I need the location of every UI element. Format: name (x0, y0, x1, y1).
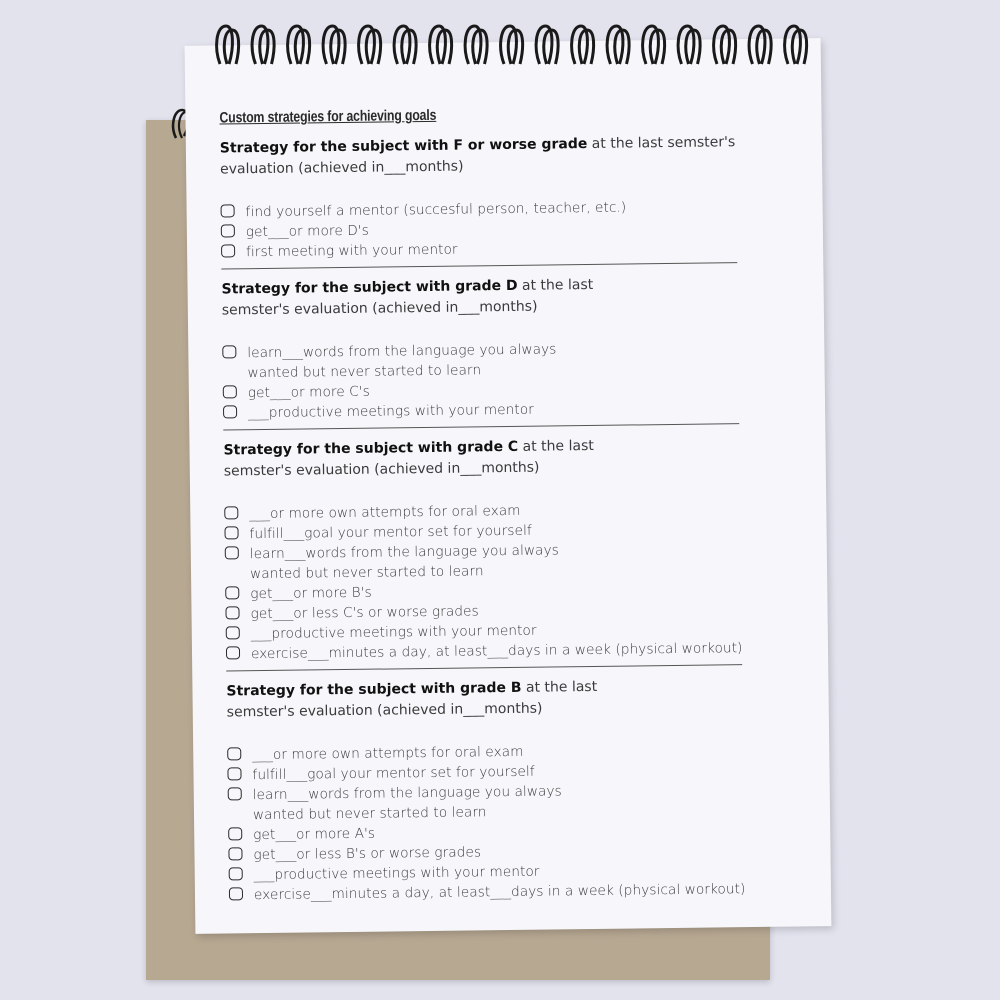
checklist-item-line1: ___productive meetings with your mentor (250, 622, 537, 643)
checklist-item-line1: ___productive meetings with your mentor (253, 863, 540, 884)
spiral-ring (288, 26, 310, 64)
checklist-item-line1: fulfill___goal your mentor set for yourself (249, 522, 532, 543)
checkbox[interactable] (227, 767, 241, 780)
checklist-item-line1: ___productive meetings with your mentor (247, 401, 535, 422)
strategy-sections (220, 131, 809, 905)
checklist-item-line2: wanted but never started to learn (247, 362, 482, 382)
strategy-heading-rest: at the last (518, 437, 594, 455)
strategy-heading-rest: at the last semster's (587, 134, 736, 153)
checkbox[interactable] (227, 747, 241, 760)
checkbox[interactable] (226, 626, 240, 639)
strategy-section (226, 674, 809, 905)
checkbox[interactable] (222, 345, 236, 358)
checklist-item-line1: get___or more A's (253, 825, 376, 844)
checklist-item-line1: get___or less B's or worse grades (253, 844, 482, 864)
checkbox[interactable] (229, 887, 243, 900)
strategy-heading-line2: semster's evaluation (achieved in___months) (223, 459, 540, 480)
spiral-ring (501, 26, 523, 64)
strategy-section (223, 433, 806, 671)
spiral-ring (643, 26, 665, 64)
strategy-heading-bold: Strategy for the subject with grade C (223, 438, 519, 459)
spiral-binding (212, 18, 812, 78)
checklist-item-line2: wanted but never started to learn (252, 804, 487, 824)
checklist-item-line1: learn___words from the language you always (252, 783, 562, 804)
spiral-ring (465, 26, 487, 64)
checkbox[interactable] (221, 224, 235, 237)
checklist-item-line1: exercise___minutes a day, at least___days in a week (physical workout) (250, 640, 743, 663)
checklist-item-text (246, 221, 369, 243)
checklist-item-line1: find yourself a mentor (succesful person, teacher, etc.) (245, 199, 627, 221)
checkbox[interactable] (225, 606, 239, 619)
checklist-item (225, 537, 805, 584)
checkbox[interactable] (221, 204, 235, 217)
checklist-item-text (250, 583, 372, 604)
spiral-ring (394, 26, 416, 64)
checklist-item-text (248, 382, 370, 403)
checkbox[interactable] (228, 787, 242, 800)
checklist-item-line1: fulfill___goal your mentor set for yourself (252, 763, 535, 784)
strategy-heading (220, 131, 800, 180)
section-divider (223, 423, 739, 430)
checkbox[interactable] (224, 526, 238, 539)
page-title: Custom strategies for achieving goals (219, 106, 437, 127)
section-divider (226, 664, 742, 671)
spiral-ring (785, 26, 807, 64)
strategy-heading (226, 674, 806, 723)
checkbox[interactable] (223, 405, 237, 418)
checklist-item-line1: learn___words from the language you always (249, 542, 559, 563)
checkbox[interactable] (228, 847, 242, 860)
checkbox[interactable] (225, 546, 239, 559)
strategy-heading-bold: Strategy for the subject with grade B (226, 679, 522, 700)
strategy-section (220, 131, 802, 269)
strategy-heading-rest: at the last (521, 678, 598, 696)
spiral-ring (714, 26, 736, 64)
checklist-item-text (250, 601, 478, 624)
strategy-section (221, 272, 803, 430)
checklist-item-text (246, 240, 458, 263)
strategy-heading-line2: semster's evaluation (achieved in___months) (221, 298, 538, 319)
checklist-item-line1: first meeting with your mentor (246, 241, 458, 261)
checklist-item-line1: exercise___minutes a day, at least___days in a week (physical workout) (253, 881, 746, 904)
checkbox[interactable] (224, 506, 238, 519)
checkbox[interactable] (226, 646, 240, 659)
strategy-heading-rest: at the last (517, 276, 594, 294)
checklist-item-text (253, 781, 563, 825)
checklist-item-line1: get___or more C's (247, 383, 370, 402)
spiral-ring (430, 26, 452, 64)
strategy-heading-bold: Strategy for the subject with grade D (221, 277, 518, 298)
strategy-heading-bold: Strategy for the subject with F or worse grade (219, 136, 588, 157)
spiral-ring (359, 26, 381, 64)
checklist-item-line1: get___or less C's or worse grades (250, 603, 479, 623)
checklist-item-line1: ___or more own attempts for oral exam (249, 502, 521, 523)
spiral-ring (572, 26, 594, 64)
checkbox[interactable] (228, 827, 242, 840)
spiral-ring (678, 26, 700, 64)
checklist-item-line1: get___or more D's (245, 222, 369, 241)
checklist-item-text (250, 540, 560, 584)
spiral-ring (217, 26, 239, 64)
checkbox[interactable] (229, 867, 243, 880)
section-divider (221, 262, 737, 269)
strategy-heading (223, 433, 803, 482)
spiral-ring (536, 26, 558, 64)
checklist-item-line1: get___or more B's (250, 584, 372, 603)
checkbox[interactable] (221, 244, 235, 257)
checklist-item-line2: wanted but never started to learn (249, 563, 484, 583)
checklist-item-text (253, 842, 481, 865)
strategy-heading-line2: evaluation (achieved in___months) (220, 158, 464, 178)
spiral-ring (252, 26, 274, 64)
checklist-item-line1: learn___words from the language you always (247, 341, 557, 362)
checklist-item-text (253, 824, 375, 845)
checklist-item (222, 336, 802, 383)
strategy-heading (221, 272, 801, 321)
notebook-page (185, 38, 832, 934)
checklist-item-text (248, 400, 534, 423)
checkbox[interactable] (223, 385, 237, 398)
strategy-heading-line2: semster's evaluation (achieved in___months) (226, 700, 543, 721)
checklist-item-text (247, 339, 557, 383)
page-content (219, 102, 809, 905)
checkbox[interactable] (225, 586, 239, 599)
spiral-ring (749, 26, 771, 64)
checklist-item-line1: ___or more own attempts for oral exam (252, 743, 524, 764)
spiral-ring (323, 26, 345, 64)
spiral-ring (607, 26, 629, 64)
checklist-item (228, 778, 808, 825)
